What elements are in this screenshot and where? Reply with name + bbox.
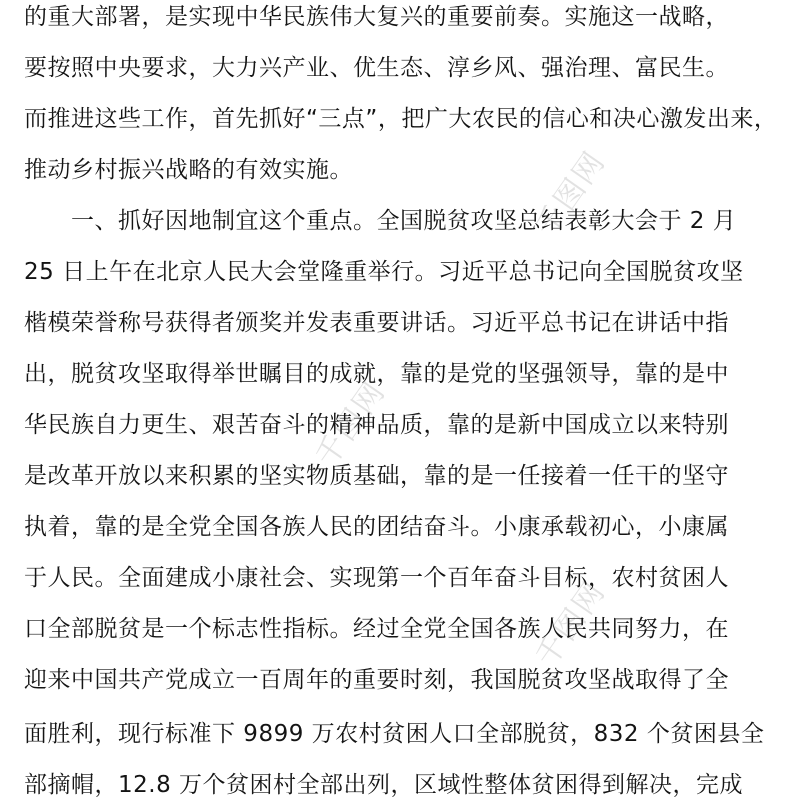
text-line: 而推进这些工作，首先抓好“三点”，把广大农民的信心和决心激发出来， bbox=[24, 106, 778, 132]
text-line: 25 日上午在北京人民大会堂隆重举行。习近平总书记向全国脱贫攻坚 bbox=[24, 259, 744, 285]
text-line: 出，脱贫攻坚取得举世瞩目的成就，靠的是党的坚强领导，靠的是中 bbox=[24, 361, 729, 387]
text-line: 的重大部署，是实现中华民族伟大复兴的重要前奏。实施这一战略， bbox=[24, 4, 729, 30]
watermark: 千图网 bbox=[529, 574, 613, 674]
text-line: 于人民。全面建成小康社会、实现第一个百年奋斗目标，农村贫困人 bbox=[24, 565, 729, 591]
text-line: 要按照中央要求，大力兴产业、优生态、淳乡风、强治理、富民生。 bbox=[24, 55, 729, 81]
watermark: 千图网 bbox=[529, 144, 613, 244]
watermark: 千图网 bbox=[309, 374, 393, 474]
text-line: 迎来中国共产党成立一百周年的重要时刻，我国脱贫攻坚战取得了全 bbox=[24, 667, 729, 693]
text-line: 口全部脱贫是一个标志性指标。经过全党全国各族人民共同努力，在 bbox=[24, 616, 729, 642]
text-line: 一、抓好因地制宜这个重点。全国脱贫攻坚总结表彰大会于 2 月 bbox=[24, 208, 737, 234]
text-line: 华民族自力更生、艰苦奋斗的精神品质，靠的是新中国成立以来特别 bbox=[24, 412, 729, 438]
text-line: 部摘帽，12.8 万个贫困村全部出列，区域性整体贫困得到解决，完成 bbox=[24, 772, 744, 798]
text-line: 楷模荣誉称号获得者颁奖并发表重要讲话。习近平总书记在讲话中指 bbox=[24, 310, 729, 336]
text-line: 是改革开放以来积累的坚实物质基础，靠的是一任接着一任干的坚守 bbox=[24, 463, 729, 489]
text-line: 推动乡村振兴战略的有效实施。 bbox=[24, 157, 353, 183]
text-line: 执着，靠的是全党全国各族人民的团结奋斗。小康承载初心，小康属 bbox=[24, 514, 729, 540]
text-line: 面胜利，现行标准下 9899 万农村贫困人口全部脱贫，832 个贫困县全 bbox=[24, 721, 765, 747]
